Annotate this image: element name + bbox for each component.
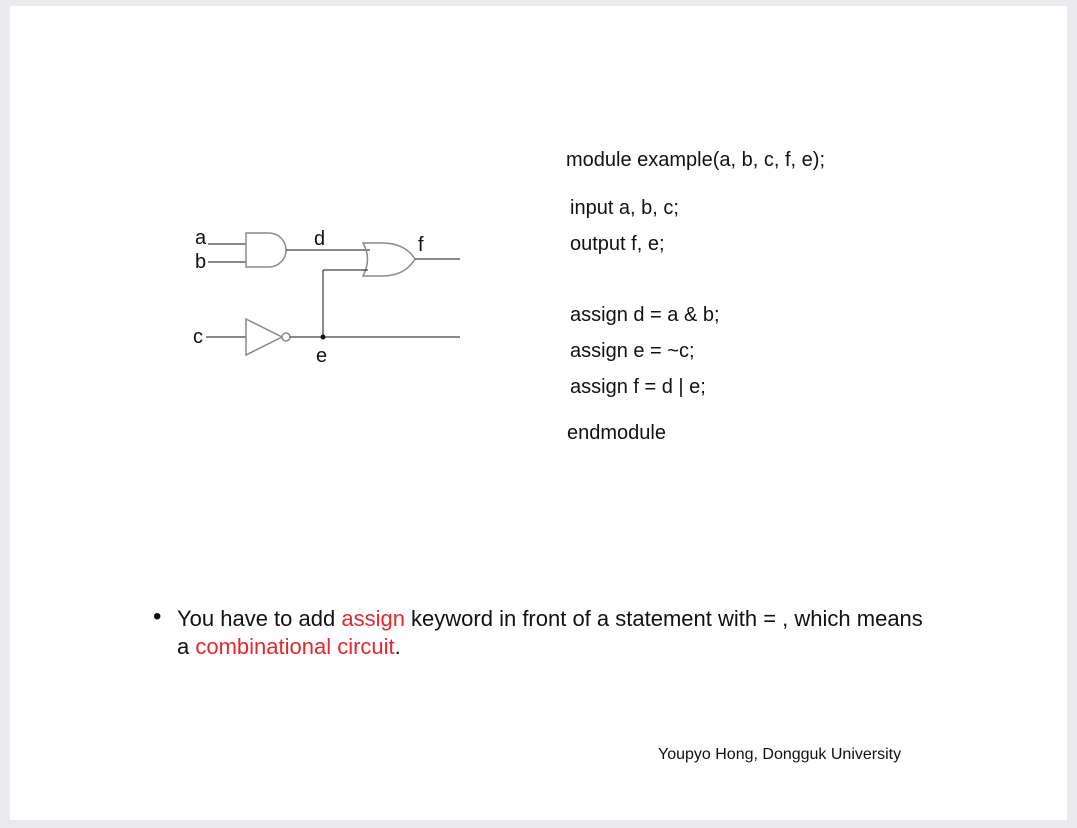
bullet-text: [177, 605, 937, 661]
not-bubble: [282, 333, 290, 341]
label-a: a: [195, 227, 207, 249]
code-output-line: output f, e;: [570, 233, 665, 255]
bullet-marker: •: [153, 603, 162, 630]
code-module-line: module example(a, b, c, f, e);: [566, 149, 826, 171]
slide: [10, 6, 1067, 820]
label-e: e: [316, 345, 328, 367]
bullet-text-part3: .: [394, 634, 401, 659]
label-d: d: [314, 228, 326, 250]
and-gate: [246, 233, 286, 267]
or-gate: [363, 243, 415, 276]
code-input-line: input a, b, c;: [570, 197, 679, 219]
label-c: c: [193, 326, 203, 348]
bullet-keyword: assign: [341, 606, 405, 631]
label-b: b: [195, 251, 207, 273]
code-assign-e: assign e = ~c;: [570, 340, 695, 362]
footer-credit: Youpyo Hong, Dongguk University: [658, 746, 902, 763]
code-end-line: endmodule: [567, 422, 666, 444]
bullet-text-part2: keyword in front of a statement with = , which means a: [177, 606, 923, 659]
bullet-highlight: combinational circuit: [195, 634, 395, 659]
code-assign-d: assign d = a & b;: [570, 304, 720, 326]
junction-dot: [321, 335, 326, 340]
not-gate: [246, 319, 282, 355]
bullet-text-part1: You have to add: [177, 606, 342, 631]
label-f: f: [418, 234, 424, 256]
circuit-diagram: [10, 6, 1067, 820]
code-assign-f: assign f = d | e;: [570, 376, 706, 398]
